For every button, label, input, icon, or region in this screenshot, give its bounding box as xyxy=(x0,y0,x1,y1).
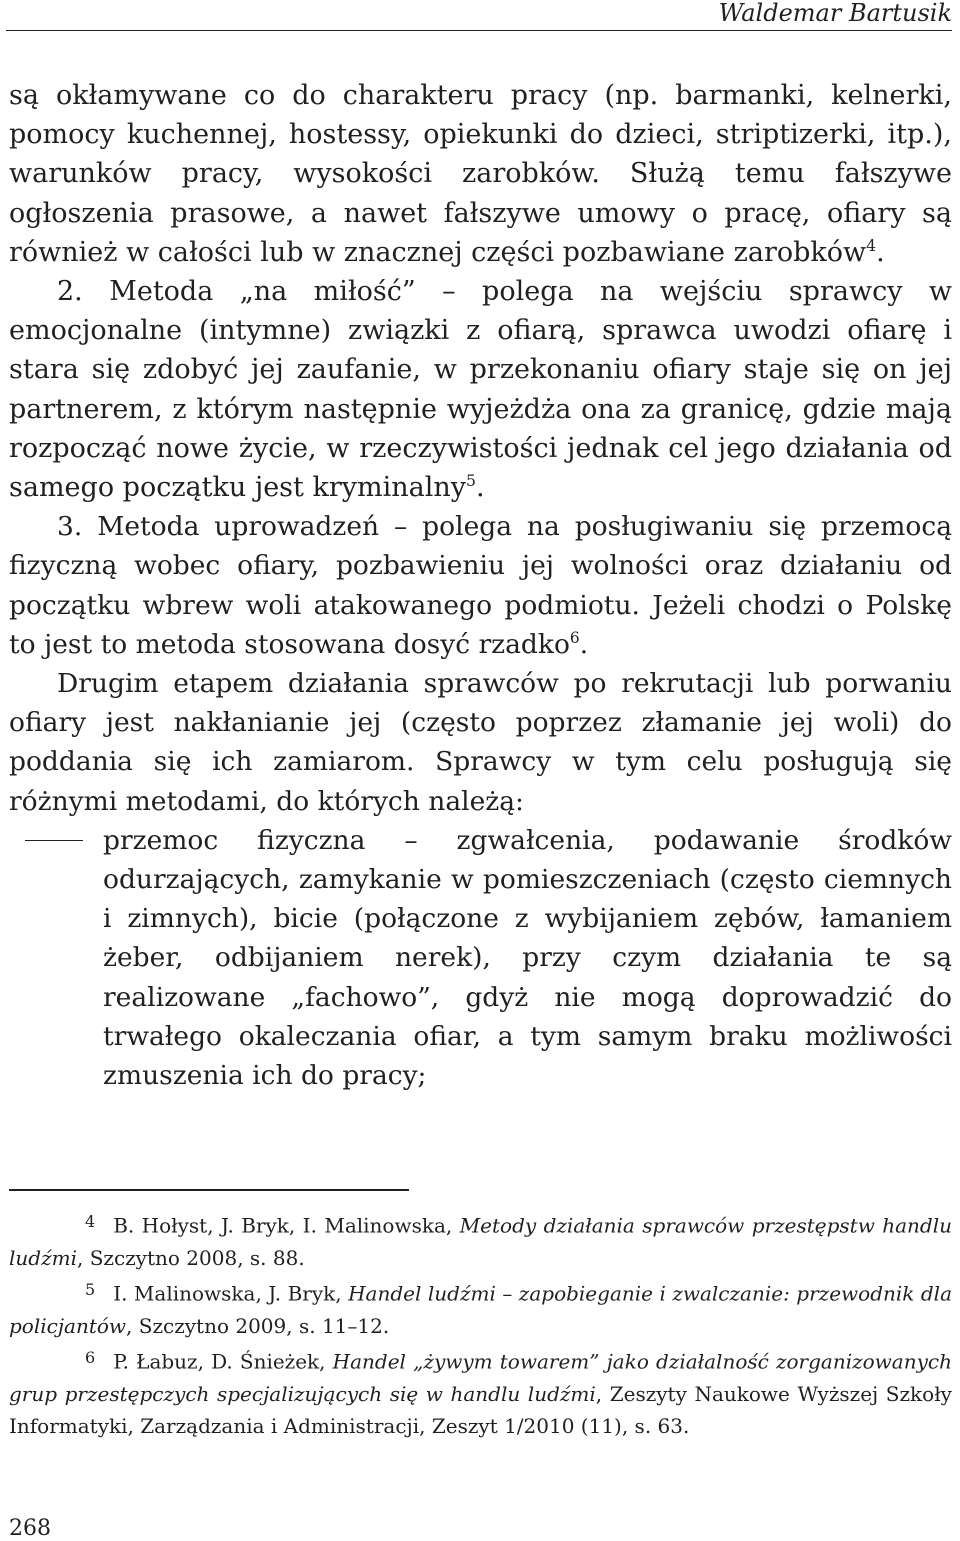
paragraph-3-text: 3. Metoda uprowadzeń – polega na posługiwaniu się przemocą fizyczną wobec ofiary, pozbawieniu jej wolności oraz działaniu od początku wbrew woli atakowanego podmiotu. Jeżeli chodzi o Polskę to jest to metoda stosowana dosyć rzadko xyxy=(9,511,952,660)
footnote-title: Handel ludźmi – zapobieganie i zwalczanie: przewodnik dla policjantów xyxy=(9,1281,952,1338)
footnote-6 xyxy=(9,1342,952,1442)
footnote-authors: P. Łabuz, D. Śnieżek, xyxy=(113,1349,333,1374)
paragraph-2-end: . xyxy=(475,472,485,504)
footnote-authors: I. Malinowska, J. Bryk, xyxy=(113,1281,349,1306)
footnote-number: 5 xyxy=(85,1280,96,1299)
footnote-ref-5[interactable]: 5 xyxy=(465,470,476,490)
list-item xyxy=(9,821,952,1095)
footnote-title: Handel „żywym towarem” jako działalność zorganizowanych grup przestępczych specjalizujących się w handlu ludźmi xyxy=(9,1349,952,1406)
list-item-text: przemoc fizyczna – zgwałcenia, podawanie środków odurzających, zamykanie w pomieszczeniach (często ciemnych i zimnych), bicie (połączone z wybijaniem zębów, łamaniem żeber, odbijaniem nerek), przy czym działania te są realizowane „fachowo”, gdyż nie mogą doprowadzić do trwałego okaleczania ofiar, a tym samym braku możliwości zmuszenia ich do pracy; xyxy=(103,824,952,1092)
footnote-publication: , Szczytno 2009, s. 11–12. xyxy=(126,1313,390,1338)
footnote-number: 6 xyxy=(85,1348,96,1367)
paragraph-3-end: . xyxy=(579,628,589,660)
paragraph-1-end: . xyxy=(876,236,885,268)
header-rule xyxy=(6,30,952,31)
main-text xyxy=(9,76,952,1095)
paragraph-second-stage: Drugim etapem działania sprawców po rekrutacji lub porwaniu ofiary jest nakłanianie jej (często poprzez złamanie jej woli) do poddania się ich zamiarom. Sprawcy w tym celu posługują się różnymi metodami, do których należą: xyxy=(9,668,952,817)
footnotes xyxy=(9,1206,952,1442)
footnote-publication: , Zeszyty Naukowe Wyższej Szkoły Informatyki, Zarządzania i Administracji, Zeszyt 1/2010 (11), s. 63. xyxy=(9,1381,952,1438)
paragraph-1-text: są okłamywane co do charakteru pracy (np. barmanki, kelnerki, pomocy kuchennej, hostessy, opiekunki do dzieci, striptizerki, itp.), warunków pracy, wysokości zarobków. Służą temu fałszywe ogłoszenia prasowe, a nawet fałszywe umowy o pracę, ofiary są również w całości lub w znacznej części pozbawiane zarobków xyxy=(9,80,952,268)
footnote-number: 4 xyxy=(85,1212,96,1231)
methods-list xyxy=(9,821,952,1095)
running-header-author: Waldemar Bartusik xyxy=(718,0,952,27)
paragraph-2-text: 2. Metoda „na miłość” – polega na wejściu sprawcy w emocjonalne (intymne) związki z ofiarą, sprawca uwodzi ofiarę i stara się zdobyć jej zaufanie, w przekonaniu ofiary staje się on jej partnerem, z którym następnie wyjeżdża ona za granicę, gdzie mają rozpocząć nowe życie, w rzeczywistości jednak cel jego działania od samego początku jest kryminalny xyxy=(9,276,952,504)
footnote-title: Metody działania sprawców przestępstw handlu ludźmi xyxy=(9,1213,952,1270)
dash-bullet xyxy=(25,840,83,841)
paragraph-method-love xyxy=(9,272,952,507)
footnote-4 xyxy=(9,1206,952,1274)
footnote-separator xyxy=(9,1189,409,1191)
footnote-5 xyxy=(9,1274,952,1342)
page-number: 268 xyxy=(9,1516,51,1541)
footnote-ref-4[interactable]: 4 xyxy=(866,235,877,255)
footnote-ref-6[interactable]: 6 xyxy=(569,628,580,647)
footnote-authors: B. Hołyst, J. Bryk, I. Malinowska, xyxy=(113,1213,460,1238)
footnote-publication: , Szczytno 2008, s. 88. xyxy=(76,1245,305,1270)
paragraph-method-abduction xyxy=(9,507,952,664)
paragraph-1 xyxy=(9,76,952,272)
